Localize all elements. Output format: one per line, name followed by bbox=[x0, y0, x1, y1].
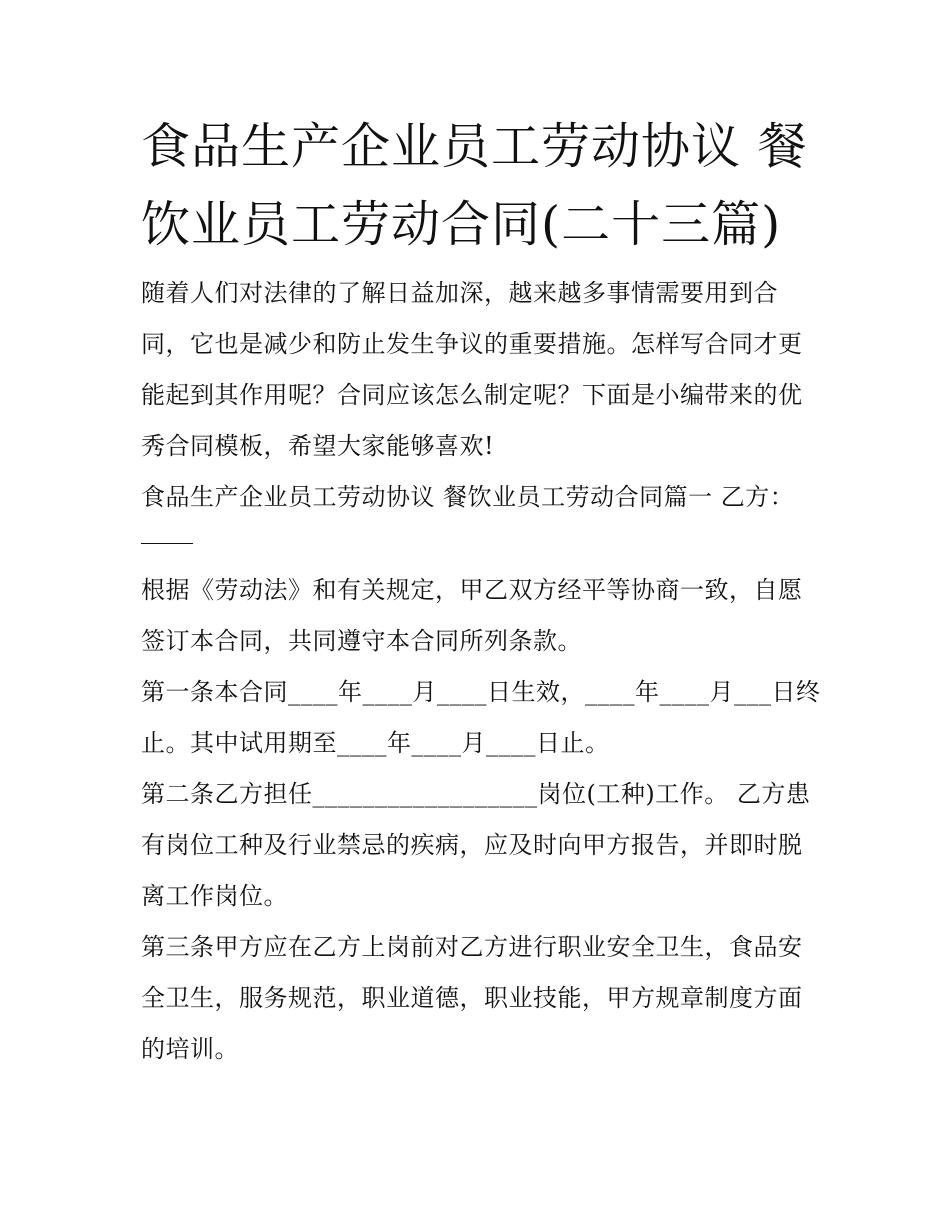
section-heading: 食品生产企业员工劳动协议 餐饮业员工劳动合同篇一 乙方： bbox=[141, 483, 795, 511]
article-1-line: 止。其中试用期至____年____月____日止。 bbox=[141, 729, 610, 757]
title-line-2: 饮业员工劳动合同(二十三篇) bbox=[141, 196, 782, 253]
article-2-line: 第二条乙方担任__________________岗位(工种)工作。 乙方患 bbox=[141, 780, 811, 808]
basis-line: 签订本合同，共同遵守本合同所列条款。 bbox=[141, 627, 582, 655]
basis-paragraph bbox=[141, 565, 821, 667]
article-1-line: 第一条本合同____年____月____日生效，____年____月___日终 bbox=[141, 678, 821, 706]
intro-line: 秀合同模板，希望大家能够喜欢! bbox=[141, 432, 495, 460]
intro-line: 同，它也是减少和防止发生争议的重要措施。怎样写合同才更 bbox=[141, 330, 803, 358]
intro-paragraph bbox=[141, 268, 821, 472]
article-3-line: 的培训。 bbox=[141, 1035, 239, 1063]
article-3-line: 全卫生，服务规范，职业道德，职业技能，甲方规章制度方面 bbox=[141, 984, 803, 1012]
article-1 bbox=[141, 667, 821, 769]
document-title bbox=[141, 108, 821, 264]
basis-line: 根据《劳动法》和有关规定，甲乙双方经平等协商一致，自愿 bbox=[141, 576, 803, 604]
intro-line: 能起到其作用呢？合同应该怎么制定呢？下面是小编带来的优 bbox=[141, 381, 803, 409]
article-3 bbox=[141, 922, 821, 1075]
article-2 bbox=[141, 769, 821, 922]
intro-line: 随着人们对法律的了解日益加深，越来越多事情需要用到合 bbox=[141, 279, 778, 307]
section-heading-block bbox=[141, 472, 821, 544]
party-b-blank-line bbox=[141, 523, 193, 544]
document-page bbox=[141, 108, 821, 1075]
title-line-1: 食品生产企业员工劳动协议 餐 bbox=[141, 118, 808, 175]
article-3-line: 第三条甲方应在乙方上岗前对乙方进行职业安全卫生，食品安 bbox=[141, 933, 803, 961]
article-2-line: 有岗位工种及行业禁忌的疾病，应及时向甲方报告，并即时脱 bbox=[141, 831, 803, 859]
article-2-line: 离工作岗位。 bbox=[141, 882, 288, 910]
